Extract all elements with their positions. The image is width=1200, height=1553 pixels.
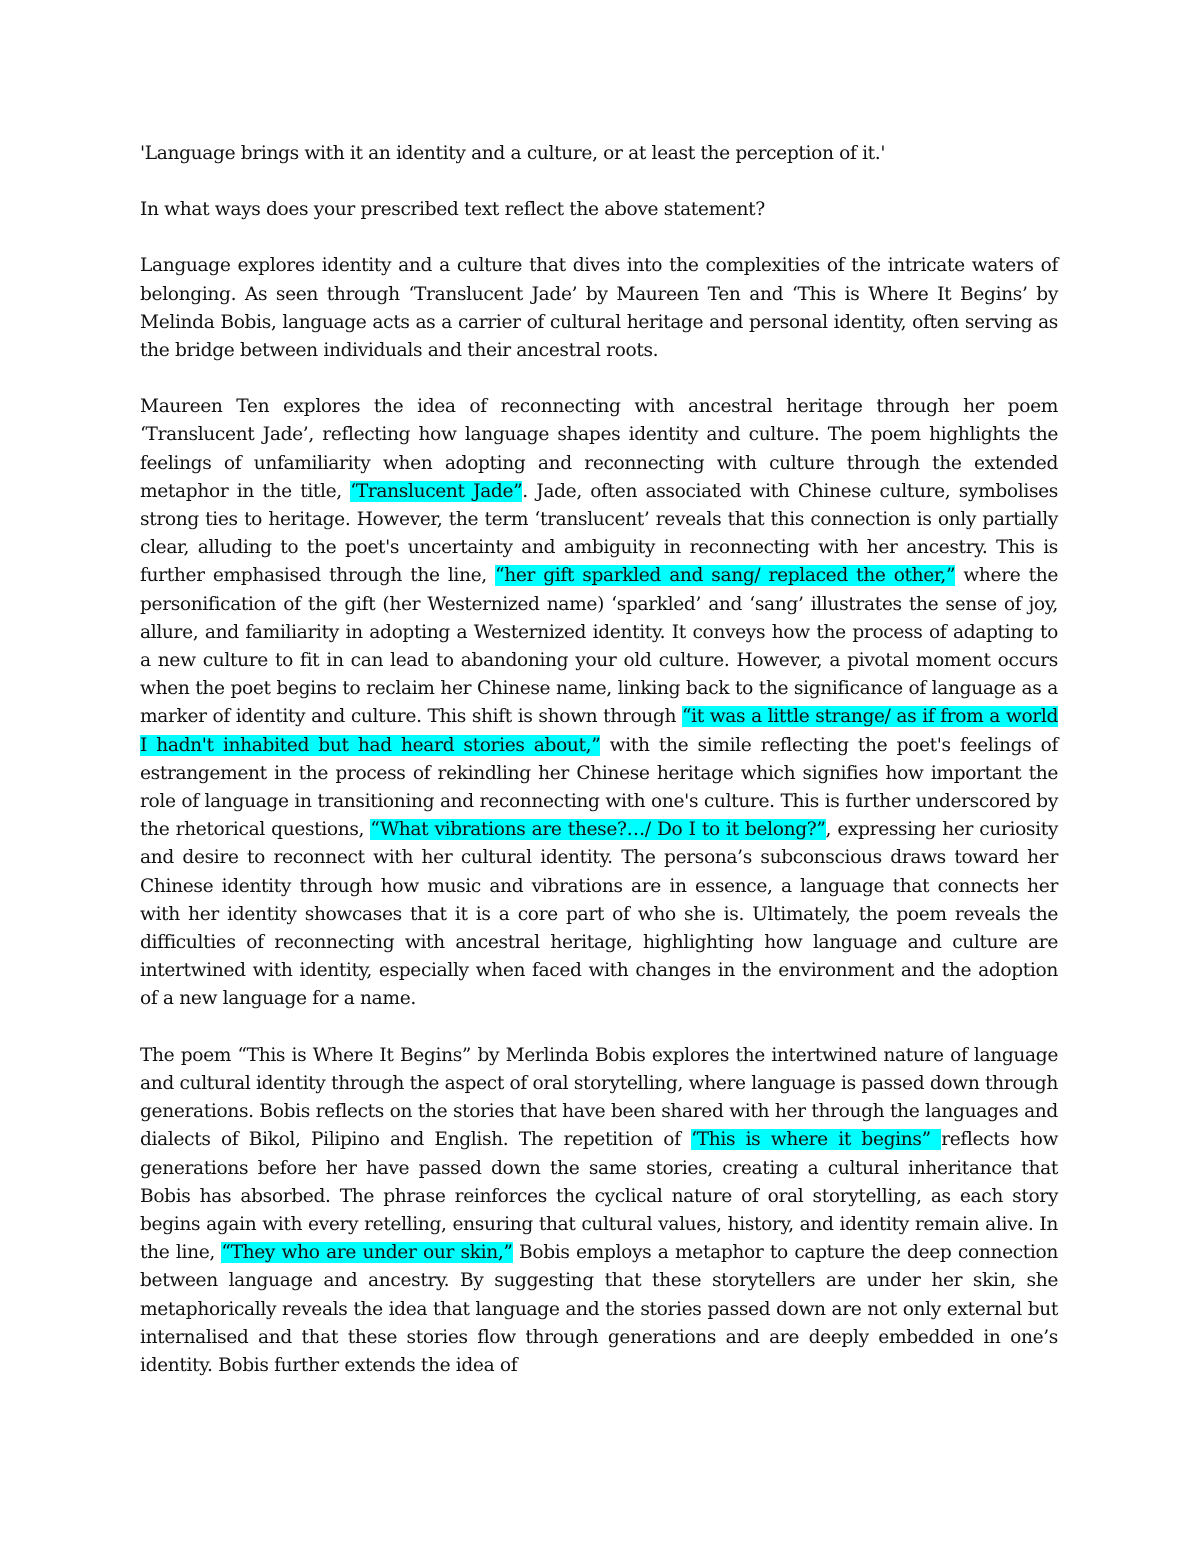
body-paragraph-translucent-jade bbox=[140, 393, 1058, 1013]
text-run: reflects how generations before her have passed down the same stories, creating a cultural inheritance that Bobis has absorbed. The phrase reinforces the cyclical nature of oral storytelling, as each story begins again with every retelling, ensuring that cultural values, history, and identity remain alive. In the line, bbox=[140, 1129, 1059, 1264]
highlighted-quote: ‘Translucent Jade” bbox=[350, 480, 523, 502]
text-run: . Jade, often associated with Chinese culture, symbolises strong ties to heritage. However, the term ‘translucent’ reveals that this connection is only partially clear, alluding to the poet's uncertainty and ambiguity in reconnecting with her ancestry. This is further emphasised through the line, bbox=[140, 480, 1058, 587]
highlighted-quote: “her gift sparkled and sang/ replaced the other,” bbox=[495, 565, 956, 587]
text-run: Maureen Ten explores the idea of reconnecting with ancestral heritage through her poem ‘Translucent Jade’, reflecting how language shapes identity and culture. The poem highlights the feelings of unfamiliarity when adopting and reconnecting with culture through the extended metaphor in the title, bbox=[140, 396, 1058, 502]
essay-body bbox=[140, 140, 1058, 1380]
text-run: Bobis employs a metaphor to capture the deep connection between language and ancestry. By suggesting that these storytellers are under her skin, she metaphorically reveals the idea that language and the stories passed down are not only external but internalised and that these stories flow through generations and are deeply embedded in one’s identity. Bobis further extends the idea of bbox=[140, 1242, 1058, 1376]
body-paragraph-this-is-where-it-begins bbox=[140, 1042, 1058, 1380]
text-run: where the personification of the gift (her Westernized name) ‘sparkled’ and ‘sang’ illustrates the sense of joy, allure, and familiarity in adopting a Westernized identity. It conveys how the process of adapting to a new culture to fit in can lead to abandoning your old culture. However, a pivotal moment occurs when the poet begins to reclaim her Chinese name, linking back to the significance of language as a marker of identity and culture. This shift is shown through bbox=[140, 565, 1059, 728]
highlighted-quote: “it was a little strange/ as if from a world I hadn't inhabited but had heard stories about,” bbox=[140, 706, 1058, 756]
highlighted-quote: “They who are under our skin,” bbox=[221, 1242, 513, 1264]
text-run: , expressing her curiosity and desire to reconnect with her cultural identity. The persona’s subconscious draws toward her Chinese identity through how music and vibrations are in essence, a language that connects her with her identity showcases that it is a core part of who she is. Ultimately, the poem reveals the difficulties of reconnecting with ancestral heritage, highlighting how language and culture are intertwined with identity, especially when faced with changes in the environment and the adoption of a new language for a name. bbox=[140, 819, 1058, 1010]
highlighted-quote: “What vibrations are these?…/ Do I to it belong?” bbox=[370, 819, 826, 841]
prompt-question: In what ways does your prescribed text reflect the above statement? bbox=[140, 199, 765, 221]
highlighted-quote: ‘This is where it begins” bbox=[691, 1129, 942, 1151]
text-run: The poem “This is Where It Begins” by Merlinda Bobis explores the intertwined nature of language and cultural identity through the aspect of oral storytelling, where language is passed down through generations. Bobis reflects on the stories that have been shared with her through the languages and dialects of Bikol, Pilipino and English. The repetition of bbox=[140, 1044, 1058, 1151]
intro-paragraph: Language explores identity and a culture that dives into the complexities of the intricate waters of belonging. As seen through ‘Translucent Jade’ by Maureen Ten and ‘This is Where It Begins’ by Melinda Bobis, language acts as a carrier of cultural heritage and personal identity, often serving as the bridge between individuals and their ancestral roots. bbox=[140, 255, 1058, 362]
text-run: with the simile reflecting the poet's feelings of estrangement in the process of rekindling her Chinese heritage which signifies how important the role of language in transitioning and reconnecting with one's culture. This is further underscored by the rhetorical questions, bbox=[140, 734, 1059, 841]
prompt-quote: 'Language brings with it an identity and a culture, or at least the perception of it.' bbox=[140, 143, 886, 164]
